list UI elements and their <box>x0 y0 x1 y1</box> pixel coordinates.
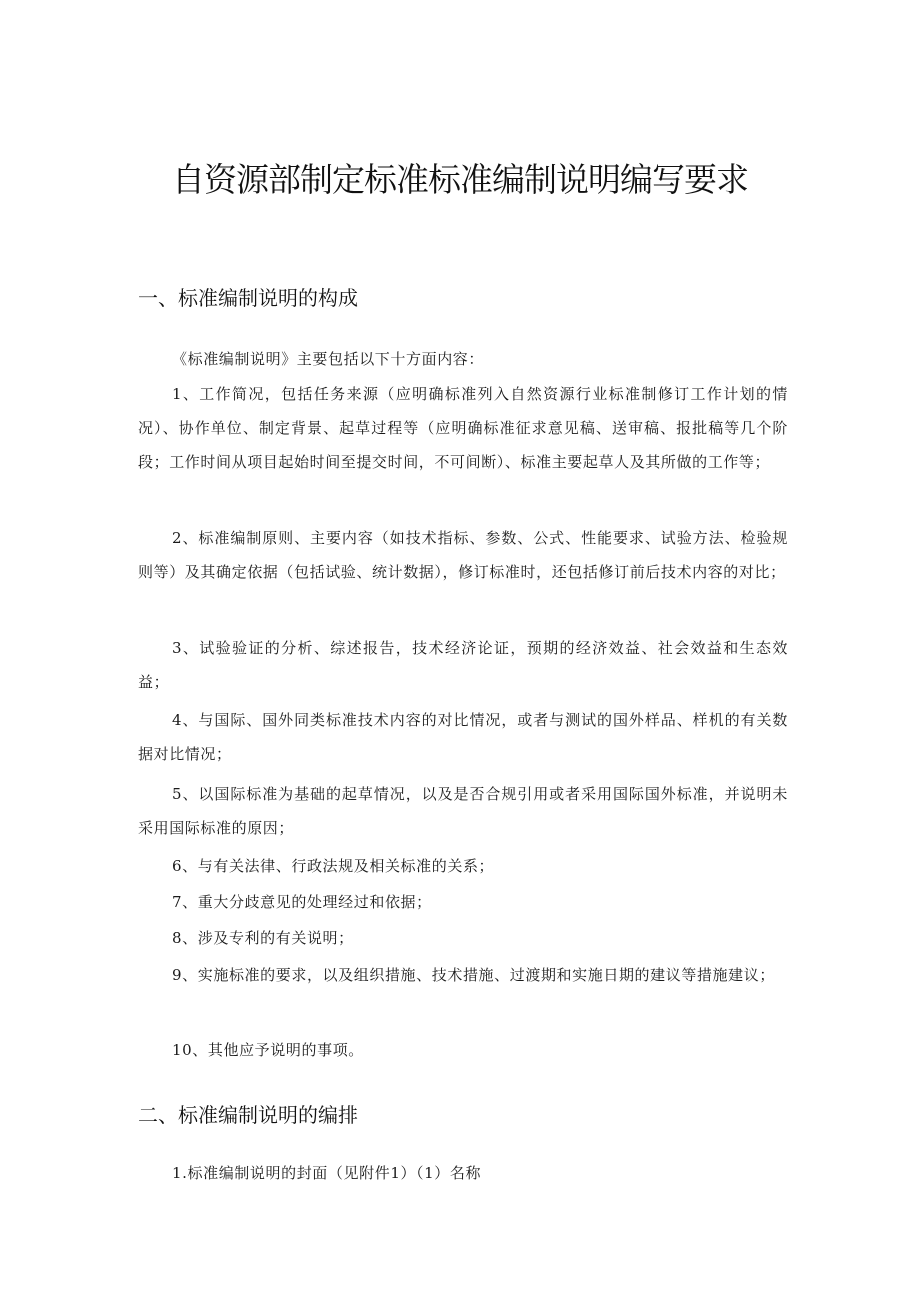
document-title: 自资源部制定标准标准编制说明编写要求 <box>172 160 748 199</box>
list-item: 2、标准编制原则、主要内容（如技术指标、参数、公式、性能要求、试验方法、检验规则等）及其确定依据（包括试验、统计数据），修订标准时，还包括修订前后技术内容的对比； <box>138 529 788 581</box>
section-heading-composition: 一、标准编制说明的构成 <box>138 286 358 310</box>
section-intro-paragraph: 《标准编制说明》主要包括以下十方面内容： <box>172 350 485 368</box>
list-item: 7、重大分歧意见的处理经过和依据； <box>172 893 432 911</box>
section-heading-arrangement: 二、标准编制说明的编排 <box>138 1103 358 1127</box>
list-item: 1、工作简况，包括任务来源（应明确标准列入自然资源行业标准制修订工作计划的情况）、协作单位、制定背景、起草过程等（应明确标准征求意见稿、送审稿、报批稿等几个阶段；工作时间从项目起始时间至提交时间，不可间断）、标准主要起草人及其所做的工作等； <box>138 385 788 471</box>
list-item: 8、涉及专利的有关说明； <box>172 929 354 947</box>
list-item: 10、其他应予说明的事项。 <box>172 1041 364 1059</box>
list-item: 9、实施标准的要求，以及组织措施、技术措施、过渡期和实施日期的建议等措施建议； <box>172 966 775 984</box>
list-item: 3、试验验证的分析、综述报告，技术经济论证，预期的经济效益、社会效益和生态效益； <box>138 639 788 691</box>
list-item: 4、与国际、国外同类标准技术内容的对比情况，或者与测试的国外样品、样机的有关数据对比情况； <box>138 711 788 763</box>
list-item: 5、以国际标准为基础的起草情况，以及是否合规引用或者采用国际国外标准，并说明未采用国际标准的原因； <box>138 785 788 837</box>
list-item: 6、与有关法律、行政法规及相关标准的关系； <box>172 857 495 875</box>
cover-requirement-line: 1.标准编制说明的封面（见附件1）（1）名称 <box>172 1164 482 1182</box>
